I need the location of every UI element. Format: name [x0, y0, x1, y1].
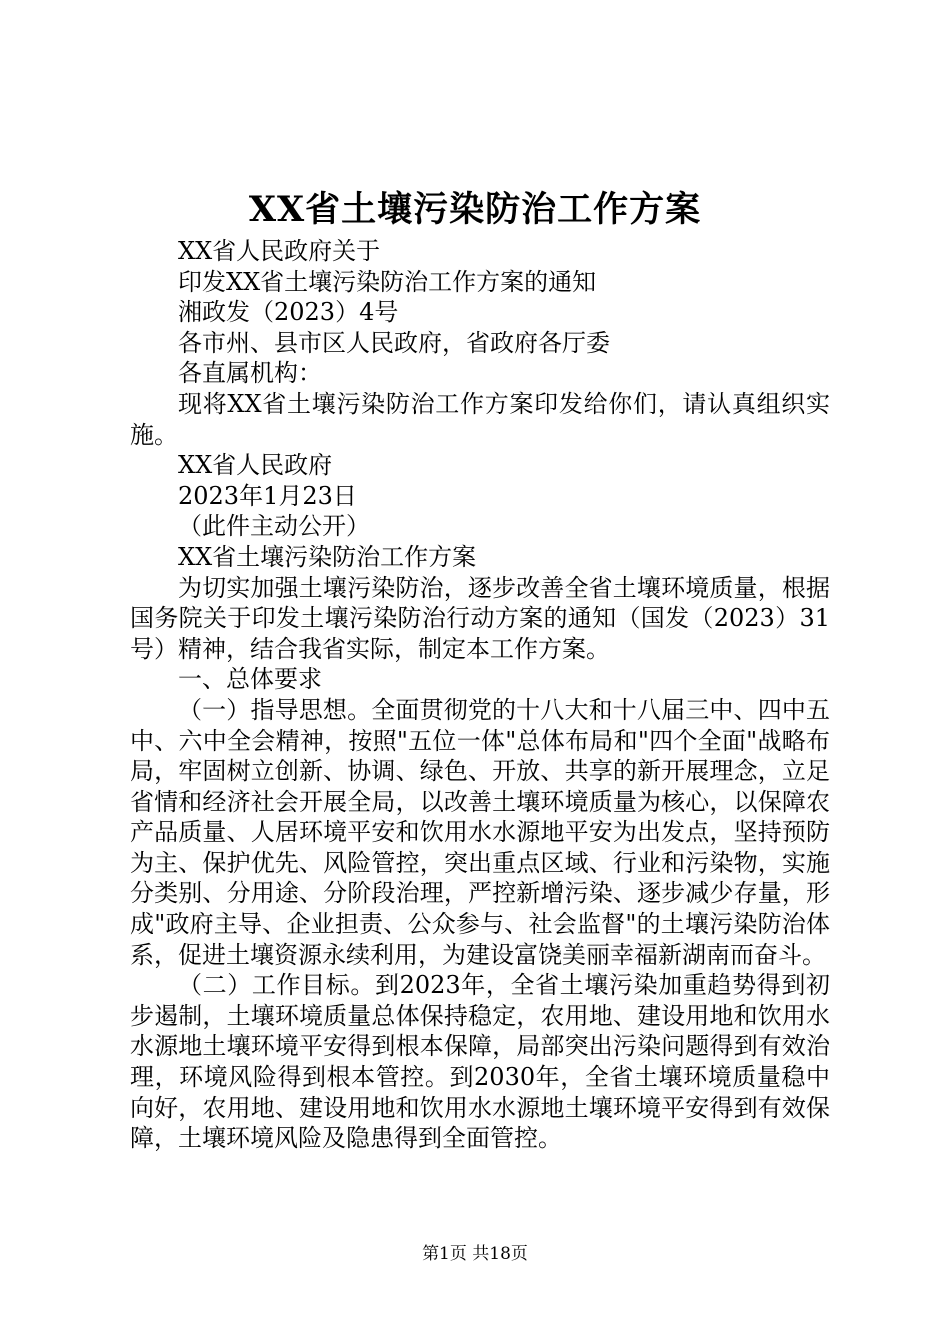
- section-heading: 一、总体要求: [178, 665, 322, 694]
- page-indicator: 第1页 共18页: [422, 1244, 528, 1264]
- header-line: 各市州、县市区人民政府，省政府各厅委: [178, 328, 610, 357]
- signature-line: （此件主动公开）: [178, 512, 370, 541]
- header-line: XX省人民政府关于: [178, 237, 381, 265]
- header-line: 各直属机构：: [178, 359, 322, 388]
- signature-line: 2023年1月23日: [178, 481, 357, 510]
- header-line: 湘政发（2023）4号: [178, 298, 399, 327]
- signature-line: XX省土壤污染防治工作方案: [178, 542, 477, 571]
- document-body: [130, 236, 830, 1154]
- page-title: XX省土壤污染防治工作方案: [248, 189, 702, 230]
- notice-paragraph: 现将XX省土壤污染防治工作方案印发给你们，请认真组织实施。: [130, 389, 830, 449]
- signature-line: XX省人民政府: [178, 451, 333, 480]
- intro-paragraph: 为切实加强土壤污染防治，逐步改善全省土壤环境质量，根据国务院关于印发土壤污染防治行动方案的通知（国发（2023）31号）精神，结合我省实际，制定本工作方案。: [130, 573, 830, 663]
- guiding-paragraph: （一）指导思想。全面贯彻党的十八大和十八届三中、四中五中、六中全会精神，按照"五位一体"总体布局和"四个全面"战略布局，牢固树立创新、协调、绿色、开放、共享的新开展理念，立足省情和经济社会开展全局，以改善土壤环境质量为核心，以保障农产品质量、人居环境平安和饮用水水源地平安为出发点，坚持预防为主、保护优先、风险管控，突出重点区域、行业和污染物，实施分类别、分用途、分阶段治理，严控新增污染、逐步减少存量，形成"政府主导、企业担责、公众参与、社会监督"的土壤污染防治体系，促进土壤资源永续利用，为建设富饶美丽幸福新湖南而奋斗。: [130, 695, 830, 969]
- header-line: 印发XX省土壤污染防治工作方案的通知: [178, 267, 597, 296]
- goals-paragraph: （二）工作目标。到2023年，全省土壤污染加重趋势得到初步遏制，土壤环境质量总体保持稳定，农用地、建设用地和饮用水水源地土壤环境平安得到根本保障，局部突出污染问题得到有效治理，环境风险得到根本管控。到2030年，全省土壤环境质量稳中向好，农用地、建设用地和饮用水水源地土壤环境平安得到有效保障，土壤环境风险及隐患得到全面管控。: [130, 971, 830, 1153]
